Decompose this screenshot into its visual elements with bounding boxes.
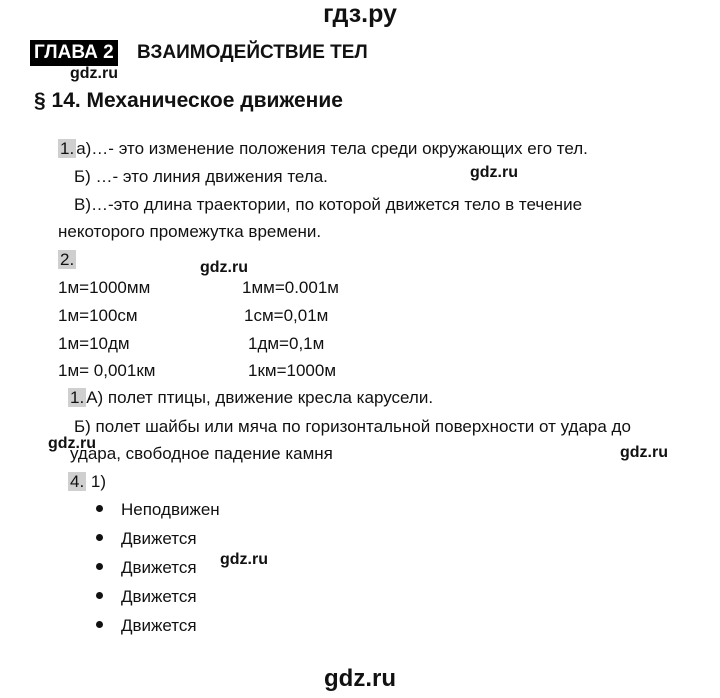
q3-answer-a: А) полет птицы, движение кресла карусели. <box>86 388 434 407</box>
q2-row-right: 1см=0,01м <box>244 306 329 325</box>
list-item <box>96 557 197 579</box>
list-item <box>96 586 197 608</box>
q3-number: 1. <box>70 388 85 407</box>
bullet-icon <box>96 592 103 599</box>
q1-answer-a: а)…- это изменение положения тела среди окружающих его тел. <box>76 139 588 158</box>
bullet-icon <box>96 621 103 628</box>
q3-answer-b-line2: удара, свободное падение камня <box>70 444 333 463</box>
watermark: gdz.ru <box>620 444 668 461</box>
watermark: gdz.ru <box>220 551 268 568</box>
q3-line-a <box>68 387 433 409</box>
q2-row-right: 1км=1000м <box>248 361 337 380</box>
q2-row-right: 1мм=0.001м <box>242 278 339 297</box>
q1-number: 1. <box>60 139 75 158</box>
watermark: gdz.ru <box>70 65 118 82</box>
q2-number: 2. <box>60 250 75 269</box>
list-item-text: Неподвижен <box>121 500 220 519</box>
watermark: gdz.ru <box>200 259 248 276</box>
q4-label: 1) <box>90 472 107 491</box>
q4-number: 4. <box>70 472 85 491</box>
q2-row-left: 1м=100см <box>58 306 138 325</box>
q2-row-left: 1м=1000мм <box>58 278 151 297</box>
site-footer: gdz.ru <box>324 665 396 692</box>
watermark: gdz.ru <box>470 164 518 181</box>
q3-answer-b-line1: Б) полет шайбы или мяча по горизонтальной поверхности от удара до <box>74 417 631 436</box>
bullet-icon <box>96 534 103 541</box>
q2-line <box>58 249 76 271</box>
q1-line-a <box>58 138 588 160</box>
bullet-icon <box>96 563 103 570</box>
chapter-badge: ГЛАВА 2 <box>30 40 118 66</box>
q1-answer-c-line1: В)…-это длина траектории, по которой движется тело в течение <box>74 195 583 214</box>
q2-row-left: 1м= 0,001км <box>58 361 156 380</box>
q1-answer-c-line2: некоторого промежутка времени. <box>58 222 322 241</box>
list-item <box>96 615 197 637</box>
list-item-text: Движется <box>121 529 197 548</box>
list-item-text: Движется <box>121 587 197 606</box>
q2-row-right: 1дм=0,1м <box>248 334 325 353</box>
list-item-text: Движется <box>121 558 197 577</box>
chapter-title: ВЗАИМОДЕЙСТВИЕ ТЕЛ <box>137 42 368 63</box>
site-header: гдз.ру <box>323 0 397 28</box>
q4-line <box>68 471 106 493</box>
list-item <box>96 499 220 521</box>
list-item-text: Движется <box>121 616 197 635</box>
q1-answer-b: Б) …- это линия движения тела. <box>74 167 328 186</box>
bullet-icon <box>96 505 103 512</box>
section-title: § 14. Механическое движение <box>34 89 343 112</box>
watermark: gdz.ru <box>48 435 96 452</box>
list-item <box>96 528 197 550</box>
q2-row-left: 1м=10дм <box>58 334 130 353</box>
